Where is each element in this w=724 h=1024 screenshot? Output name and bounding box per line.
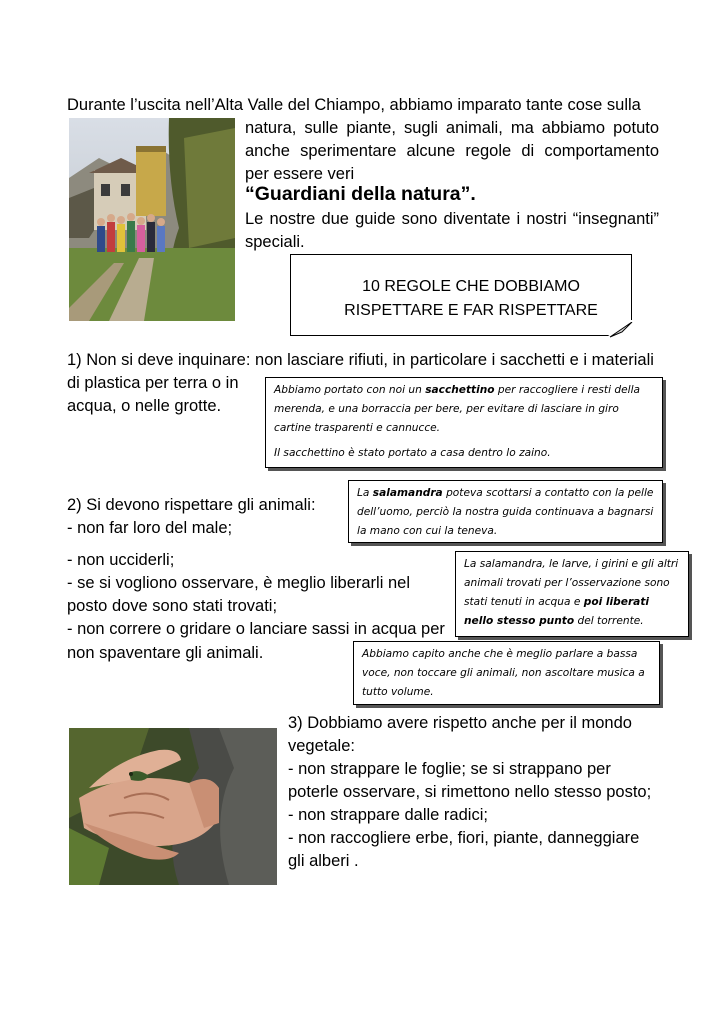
rule2-line6: - non correre o gridare o lanciare sassi in acqua per	[67, 620, 445, 638]
hand-salamander-photo	[69, 728, 277, 885]
rule3-line2: vegetale:	[288, 737, 355, 755]
rule1-line1: 1) Non si deve inquinare: non lasciare rifiuti, in particolare i sacchetti e i materiali	[67, 351, 654, 369]
rule3-line4: poterle osservare, si rimettono nello stesso posto;	[288, 783, 652, 801]
rule2-line3: - non ucciderli;	[67, 551, 175, 569]
rule3-line5: - non strappare dalle radici;	[288, 806, 488, 824]
rule3-line6: - non raccogliere erbe, fiori, piante, danneggiare	[288, 829, 640, 847]
note-quiet	[353, 641, 660, 705]
rule3-line1: 3) Dobbiamo avere rispetto anche per il mondo	[288, 714, 632, 732]
rule2-line1: 2) Si devono rispettare gli animali:	[67, 496, 316, 514]
note-salamander	[348, 480, 663, 543]
note-bag-a: Abbiamo portato con noi un	[274, 384, 422, 396]
note-bag-d: Il sacchettino è stato portato a casa dentro lo zaino.	[274, 447, 551, 459]
rule2-line2: - non far loro del male;	[67, 519, 233, 537]
rule2-line5: posto dove sono stati trovati;	[67, 597, 278, 615]
rule1-line2: di plastica per terra o in	[67, 374, 239, 392]
rule3-line3: - non strappare le foglie; se si strappano per	[288, 760, 611, 778]
intro-first-line: Durante l’uscita nell’Alta Valle del Chiampo, abbiamo imparato tante cose sulla	[67, 96, 641, 114]
rule3-line7: gli alberi .	[288, 852, 359, 870]
note-bag-c: per raccogliere i resti della merenda, e una borraccia per bere, per evitare di lasciare in giro cartine trasparenti e cannucce.	[274, 384, 641, 434]
note-release-c: del torrente.	[577, 615, 644, 627]
guardians-heading: “Guardiani della natura”.	[245, 183, 476, 205]
rules-title-inner	[290, 254, 632, 336]
note-release-b: poi liberati nello stesso punto	[464, 596, 650, 627]
note-bag	[265, 377, 663, 468]
note-bag-b: sacchettino	[425, 384, 495, 396]
note-quiet-text: Abbiamo capito anche che è meglio parlare a bassa voce, non toccare gli animali, non ascoltare musica a tutto volume.	[362, 648, 645, 698]
rules-title-line2: RISPETTARE E FAR RISPETTARE	[344, 302, 598, 319]
hiking-group-photo	[69, 118, 235, 321]
hiking-group-illustration	[69, 118, 235, 321]
rule1-line3: acqua, o nelle grotte.	[67, 397, 222, 415]
note-release-a: La salamandra, le larve, i girini e gli altri animali trovati per l’osservazione sono stati tenuti in acqua e	[464, 558, 679, 608]
rule2-line7: non spaventare gli animali.	[67, 644, 264, 662]
guides-paragraph: Le nostre due guide sono diventate i nostri “insegnanti” speciali.	[245, 210, 659, 251]
rules-title-line1: 10 REGOLE CHE DOBBIAMO	[362, 278, 580, 295]
rule2-line4: - se si vogliono osservare, è meglio liberarli nel	[67, 574, 410, 592]
note-release	[455, 551, 689, 637]
note-salamander-a: La	[357, 487, 370, 499]
intro-paragraph: natura, sulle piante, sugli animali, ma abbiamo potuto anche sperimentare alcune regole di comportamento per essere veri	[245, 119, 659, 183]
note-salamander-b: salamandra	[372, 487, 443, 499]
rules-title-box	[290, 254, 632, 336]
note-salamander-c: poteva scottarsi a contatto con la pelle dell’uomo, perciò la nostra guida continuava a bagnarsi la mano con cui la teneva.	[357, 487, 654, 537]
folded-corner-icon	[608, 320, 634, 338]
hand-salamander-illustration	[69, 728, 277, 885]
